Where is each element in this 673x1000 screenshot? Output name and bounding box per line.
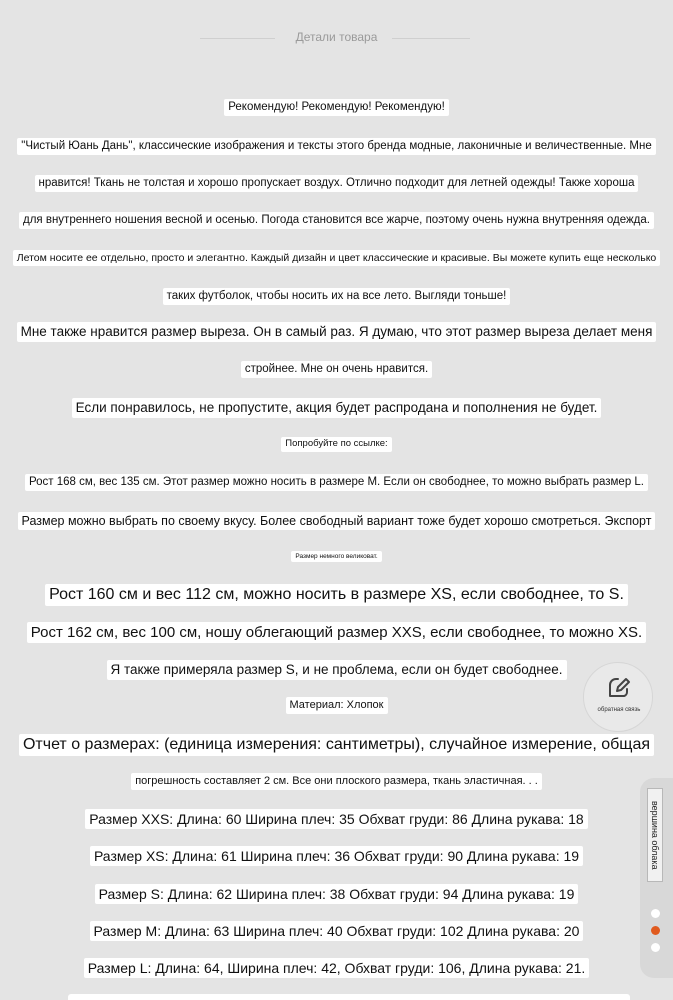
description-line: Размер немного великоват. [0, 551, 673, 562]
description-line: Летом носите ее отдельно, просто и элегантно. Каждый дизайн и цвет классические и красивые. Вы можете купить еще несколько [0, 250, 673, 266]
description-line: Размер можно выбрать по своему вкусу. Более свободный вариант тоже будет хорошо смотреться. Экспорт [0, 512, 673, 530]
description-line: Я также примеряла размер S, и не проблема, если он будет свободнее. [0, 660, 673, 680]
size-table-row: Размер XS: Длина: 61 Ширина плеч: 36 Обхват груди: 90 Длина рукава: 19 [0, 846, 673, 866]
edit-icon [605, 674, 633, 702]
description-line: Материал: Хлопок [0, 697, 673, 714]
size-table-row: Размер L: Длина: 64, Ширина плеч: 42, Обхват груди: 106, Длина рукава: 21. [0, 958, 673, 978]
description-line: Рост 168 см, вес 135 см. Этот размер можно носить в размере M. Если он свободнее, то можно выбрать размер L. [0, 474, 673, 491]
page-indicator-dot-active[interactable] [651, 926, 660, 935]
description-line: Если понравилось, не пропустите, акция будет распродана и пополнения не будет. [0, 398, 673, 418]
page-indicator-dot[interactable] [651, 909, 660, 918]
size-table-row: Размер XXS: Длина: 60 Ширина плеч: 35 Обхват груди: 86 Длина рукава: 18 [0, 809, 673, 829]
description-line: для внутреннего ношения весной и осенью. Погода становится все жарче, поэтому очень нужна внутренняя одежда. [0, 212, 673, 229]
feedback-label: обратная связь [597, 707, 641, 713]
feedback-button[interactable] [583, 662, 653, 732]
section-title: Детали товара [295, 30, 378, 44]
page-indicator-dot[interactable] [651, 943, 660, 952]
side-panel [640, 778, 673, 978]
description-line: Мне также нравится размер выреза. Он в самый раз. Я думаю, что этот размер выреза делает меня [0, 322, 673, 342]
description-line: нравится! Ткань не толстая и хорошо пропускает воздух. Отлично подходит для летней одежды! Также хороша [0, 175, 673, 192]
back-to-top-button[interactable]: вершина облака [647, 788, 663, 882]
description-line: Рекомендую! Рекомендую! Рекомендую! [0, 99, 673, 116]
description-line: таких футболок, чтобы носить их на все лето. Выгляди тоньше! [0, 288, 673, 305]
size-table-row: Размер S: Длина: 62 Ширина плеч: 38 Обхват груди: 94 Длина рукава: 19 [0, 884, 673, 904]
description-line: "Чистый Юань Дань", классические изображения и тексты этого бренда модные, лаконичные и величественные. Мне [0, 138, 673, 155]
bottom-card-edge [68, 994, 630, 1000]
description-line: Попробуйте по ссылке: [0, 437, 673, 452]
size-table-row: Размер M: Длина: 63 Ширина плеч: 40 Обхват груди: 102 Длина рукава: 20 [0, 921, 673, 941]
description-line: Рост 160 см и вес 112 см, можно носить в размере XS, если свободнее, то S. [0, 584, 673, 606]
description-line: стройнее. Мне он очень нравится. [0, 361, 673, 378]
description-line: погрешность составляет 2 см. Все они плоского размера, ткань эластичная. . . [0, 773, 673, 790]
description-line: Отчет о размерах: (единица измерения: сантиметры), случайное измерение, общая [0, 734, 673, 756]
description-line: Рост 162 см, вес 100 см, ношу облегающий размер XXS, если свободнее, то можно XS. [0, 622, 673, 643]
header-divider-right [392, 38, 470, 39]
section-header [0, 28, 673, 48]
